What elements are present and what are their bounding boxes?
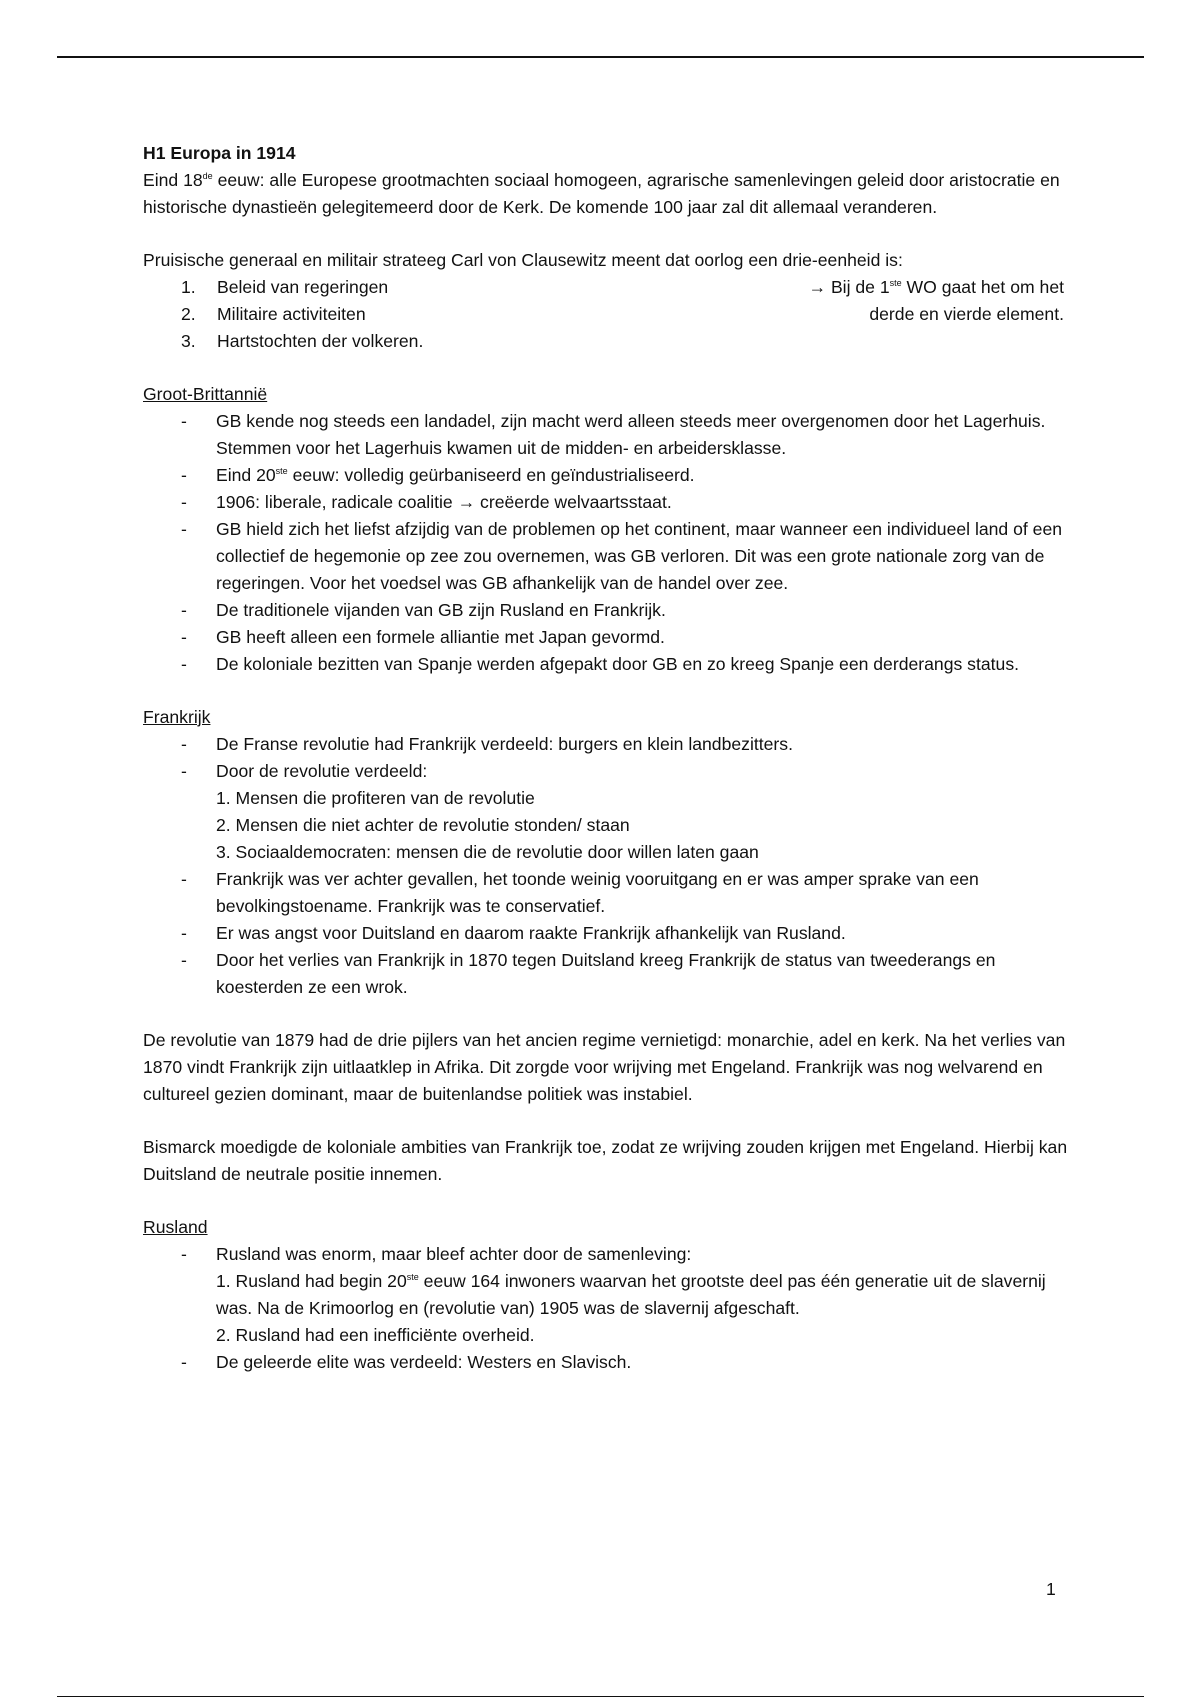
sub-item: 2. Mensen die niet achter de revolutie stonden/ staan (216, 815, 630, 835)
list-item: - Eind 20ste eeuw: volledig geürbaniseerd en geïndustrialiseerd. (181, 465, 695, 485)
side-note: → Bij de 1ste WO gaat het om het derde en vierde element. (808, 277, 1064, 324)
document-body (143, 140, 1073, 1376)
list-item: - Rusland was enorm, maar bleef achter door de samenleving: 1. Rusland had begin 20ste eeuw 164 inwoners waarvan het grootste deel pas één generatie uit de slavernij was. Na de Krimoorlog en (revolutie van) 1905 was de slavernij afgeschaft. 2. Rusland had een inefficiënte overheid. (143, 1241, 1073, 1349)
section-title-fr: Frankrijk (143, 707, 211, 727)
intro-paragraph: Eind 18de eeuw: alle Europese grootmachten sociaal homogeen, agrarische samenlevingen geleid door aristocratie en historische dynastieën gelegitemeerd door de Kerk. De komende 100 jaar zal dit allemaal veranderen. (143, 170, 1060, 217)
list-item: - Door het verlies van Frankrijk in 1870 tegen Duitsland kreeg Frankrijk de status van tweederangs en koesterden ze een wrok. (181, 950, 996, 997)
sub-item: 1. Mensen die profiteren van de revolutie (216, 788, 535, 808)
list-item: 3. Hartstochten der volkeren. (181, 331, 424, 351)
sub-item: 1. Rusland had begin 20ste eeuw 164 inwoners waarvan het grootste deel pas één generatie uit de slavernij was. Na de Krimoorlog en (revolutie van) 1905 was de slavernij afgeschaft. (216, 1271, 1046, 1318)
list-item: 1. Beleid van regeringen (181, 277, 389, 297)
page-number: 1 (1046, 1579, 1056, 1599)
ru-list (143, 1241, 1073, 1376)
list-item: - De Franse revolutie had Frankrijk verdeeld: burgers en klein landbezitters. (181, 734, 793, 754)
list-item: - 1906: liberale, radicale coalitie → creëerde welvaartsstaat. (181, 492, 672, 512)
list-item: - De geleerde elite was verdeeld: Westers en Slavisch. (181, 1352, 632, 1372)
section-title-ru: Rusland (143, 1217, 208, 1237)
sub-item: 3. Sociaaldemocraten: mensen die de revolutie door willen laten gaan (216, 842, 759, 862)
fr-paragraph-1: De revolutie van 1879 had de drie pijlers van het ancien regime vernietigd: monarchie, adel en kerk. Na het verlies van 1870 vindt Frankrijk zijn uitlaatklep in Afrika. Dit zorgde voor wrijving met Engeland. Frankrijk was nog welvarend en cultureel gezien dominant, maar de buitenlandse politiek was instabiel. (143, 1030, 1066, 1104)
top-rule (57, 56, 1144, 58)
fr-list (143, 731, 1073, 1001)
gb-list (143, 408, 1073, 678)
list-item: - Er was angst voor Duitsland en daarom raakte Frankrijk afhankelijk van Rusland. (181, 923, 846, 943)
list-item: - De traditionele vijanden van GB zijn Rusland en Frankrijk. (181, 600, 666, 620)
bottom-rule (57, 1696, 1144, 1697)
list-item: - De koloniale bezitten van Spanje werden afgepakt door GB en zo kreeg Spanje een derderangs status. (181, 654, 1019, 674)
list-item: - Door de revolutie verdeeld: 1. Mensen die profiteren van de revolutie 2. Mensen die niet achter de revolutie stonden/ staan 3. Sociaaldemocraten: mensen die de revolutie door willen laten gaan (143, 758, 1073, 866)
sub-item: 2. Rusland had een inefficiënte overheid. (216, 1325, 535, 1345)
list-item: - GB hield zich het liefst afzijdig van de problemen op het continent, maar wanneer een individueel land of een collectief de hegemonie op zee zou overnemen, was GB verloren. Dit was een grote nationale zorg van de regeringen. Voor het voedsel was GB afhankelijk van de handel over zee. (181, 519, 1063, 593)
section-title-gb: Groot-Brittannië (143, 384, 268, 404)
list-item: 2. Militaire activiteiten (181, 304, 366, 324)
clausewitz-list (143, 274, 1073, 355)
page-title: H1 Europa in 1914 (143, 143, 296, 163)
list-item: - Frankrijk was ver achter gevallen, het toonde weinig vooruitgang en er was amper sprake van een bevolkingstoename. Frankrijk was te conservatief. (181, 869, 979, 916)
list-item: - GB heeft alleen een formele alliantie met Japan gevormd. (181, 627, 665, 647)
fr-paragraph-2: Bismarck moedigde de koloniale ambities van Frankrijk toe, zodat ze wrijving zouden krijgen met Engeland. Hierbij kan Duitsland de neutrale positie innemen. (143, 1137, 1068, 1184)
list-item: - GB kende nog steeds een landadel, zijn macht werd alleen steeds meer overgenomen door het Lagerhuis. Stemmen voor het Lagerhuis kwamen uit de midden- en arbeidersklasse. (181, 411, 1046, 458)
clausewitz-paragraph: Pruisische generaal en militair strateeg Carl von Clausewitz meent dat oorlog een drie-eenheid is: (143, 250, 903, 270)
